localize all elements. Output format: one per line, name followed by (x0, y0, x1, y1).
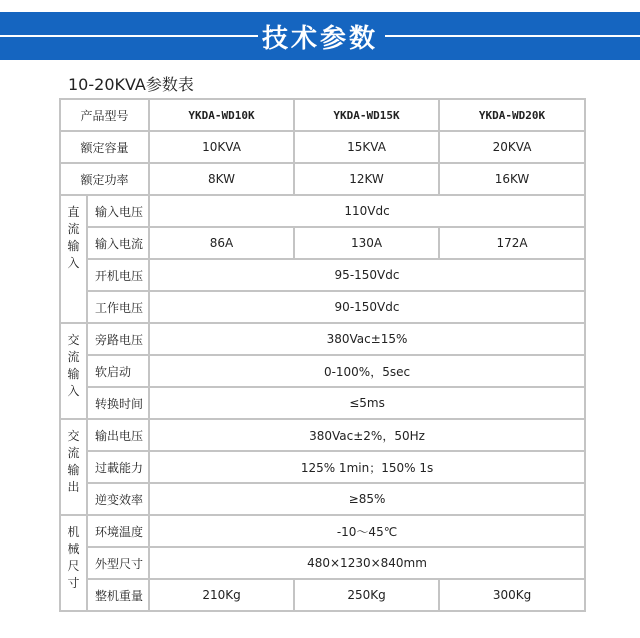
dimensions-value: 480×1230×840mm (149, 547, 585, 579)
input-voltage-label: 输入电压 (87, 195, 149, 227)
soft-start-label: 软启动 (87, 355, 149, 387)
efficiency-label: 逆变效率 (87, 483, 149, 515)
header-label: 产品型号 (60, 99, 149, 131)
ac-output-group: 交 流 输 出 (60, 419, 87, 515)
model-20k: YKDA-WD20K (439, 99, 585, 131)
table-row (60, 547, 585, 579)
ambient-temp-value: -10～45℃ (149, 515, 585, 547)
ac-input-group: 交 流 输 入 (60, 323, 87, 419)
input-current-15k: 130A (294, 227, 439, 259)
ambient-temp-label: 环境温度 (87, 515, 149, 547)
output-voltage-value: 380Vac±2%，50Hz (149, 419, 585, 451)
rated-power-10k: 8KW (149, 163, 294, 195)
weight-label: 整机重量 (87, 579, 149, 611)
banner-title: 技术参数 (261, 23, 378, 54)
banner-left-rule (0, 35, 258, 37)
start-voltage-label: 开机电压 (87, 259, 149, 291)
rated-capacity-20k: 20KVA (439, 131, 585, 163)
table-row (60, 195, 585, 227)
input-voltage-value: 110Vdc (149, 195, 585, 227)
section-banner (0, 12, 640, 60)
table-row (60, 99, 585, 131)
table-row (60, 227, 585, 259)
transfer-time-value: ≤5ms (149, 387, 585, 419)
bypass-voltage-label: 旁路电压 (87, 323, 149, 355)
rated-capacity-10k: 10KVA (149, 131, 294, 163)
table-subtitle: 10-20KVA参数表 (68, 75, 194, 94)
working-voltage-label: 工作电压 (87, 291, 149, 323)
input-current-label: 输入电流 (87, 227, 149, 259)
table-row (60, 323, 585, 355)
dc-input-group: 直 流 输 入 (60, 195, 87, 323)
weight-15k: 250Kg (294, 579, 439, 611)
bypass-voltage-value: 380Vac±15% (149, 323, 585, 355)
input-current-20k: 172A (439, 227, 585, 259)
dimensions-label: 外型尺寸 (87, 547, 149, 579)
overload-label: 过載能力 (87, 451, 149, 483)
table-row (60, 131, 585, 163)
transfer-time-label: 转换时间 (87, 387, 149, 419)
table-row (60, 291, 585, 323)
model-10k: YKDA-WD10K (149, 99, 294, 131)
efficiency-value: ≥85% (149, 483, 585, 515)
spec-table (59, 98, 586, 612)
table-row (60, 419, 585, 451)
table-row (60, 579, 585, 611)
table-row (60, 355, 585, 387)
working-voltage-value: 90-150Vdc (149, 291, 585, 323)
rated-power-20k: 16KW (439, 163, 585, 195)
input-current-10k: 86A (149, 227, 294, 259)
table-row (60, 387, 585, 419)
banner-right-rule (385, 35, 640, 37)
table-row (60, 259, 585, 291)
output-voltage-label: 输出电压 (87, 419, 149, 451)
overload-value: 125% 1min；150% 1s (149, 451, 585, 483)
table-row (60, 515, 585, 547)
weight-20k: 300Kg (439, 579, 585, 611)
rated-capacity-15k: 15KVA (294, 131, 439, 163)
start-voltage-value: 95-150Vdc (149, 259, 585, 291)
table-row (60, 483, 585, 515)
rated-power-15k: 12KW (294, 163, 439, 195)
soft-start-value: 0-100%，5sec (149, 355, 585, 387)
table-row (60, 451, 585, 483)
rated-power-label: 额定功率 (60, 163, 149, 195)
rated-capacity-label: 额定容量 (60, 131, 149, 163)
model-15k: YKDA-WD15K (294, 99, 439, 131)
mechanical-group: 机 械 尺 寸 (60, 515, 87, 611)
weight-10k: 210Kg (149, 579, 294, 611)
table-row (60, 163, 585, 195)
